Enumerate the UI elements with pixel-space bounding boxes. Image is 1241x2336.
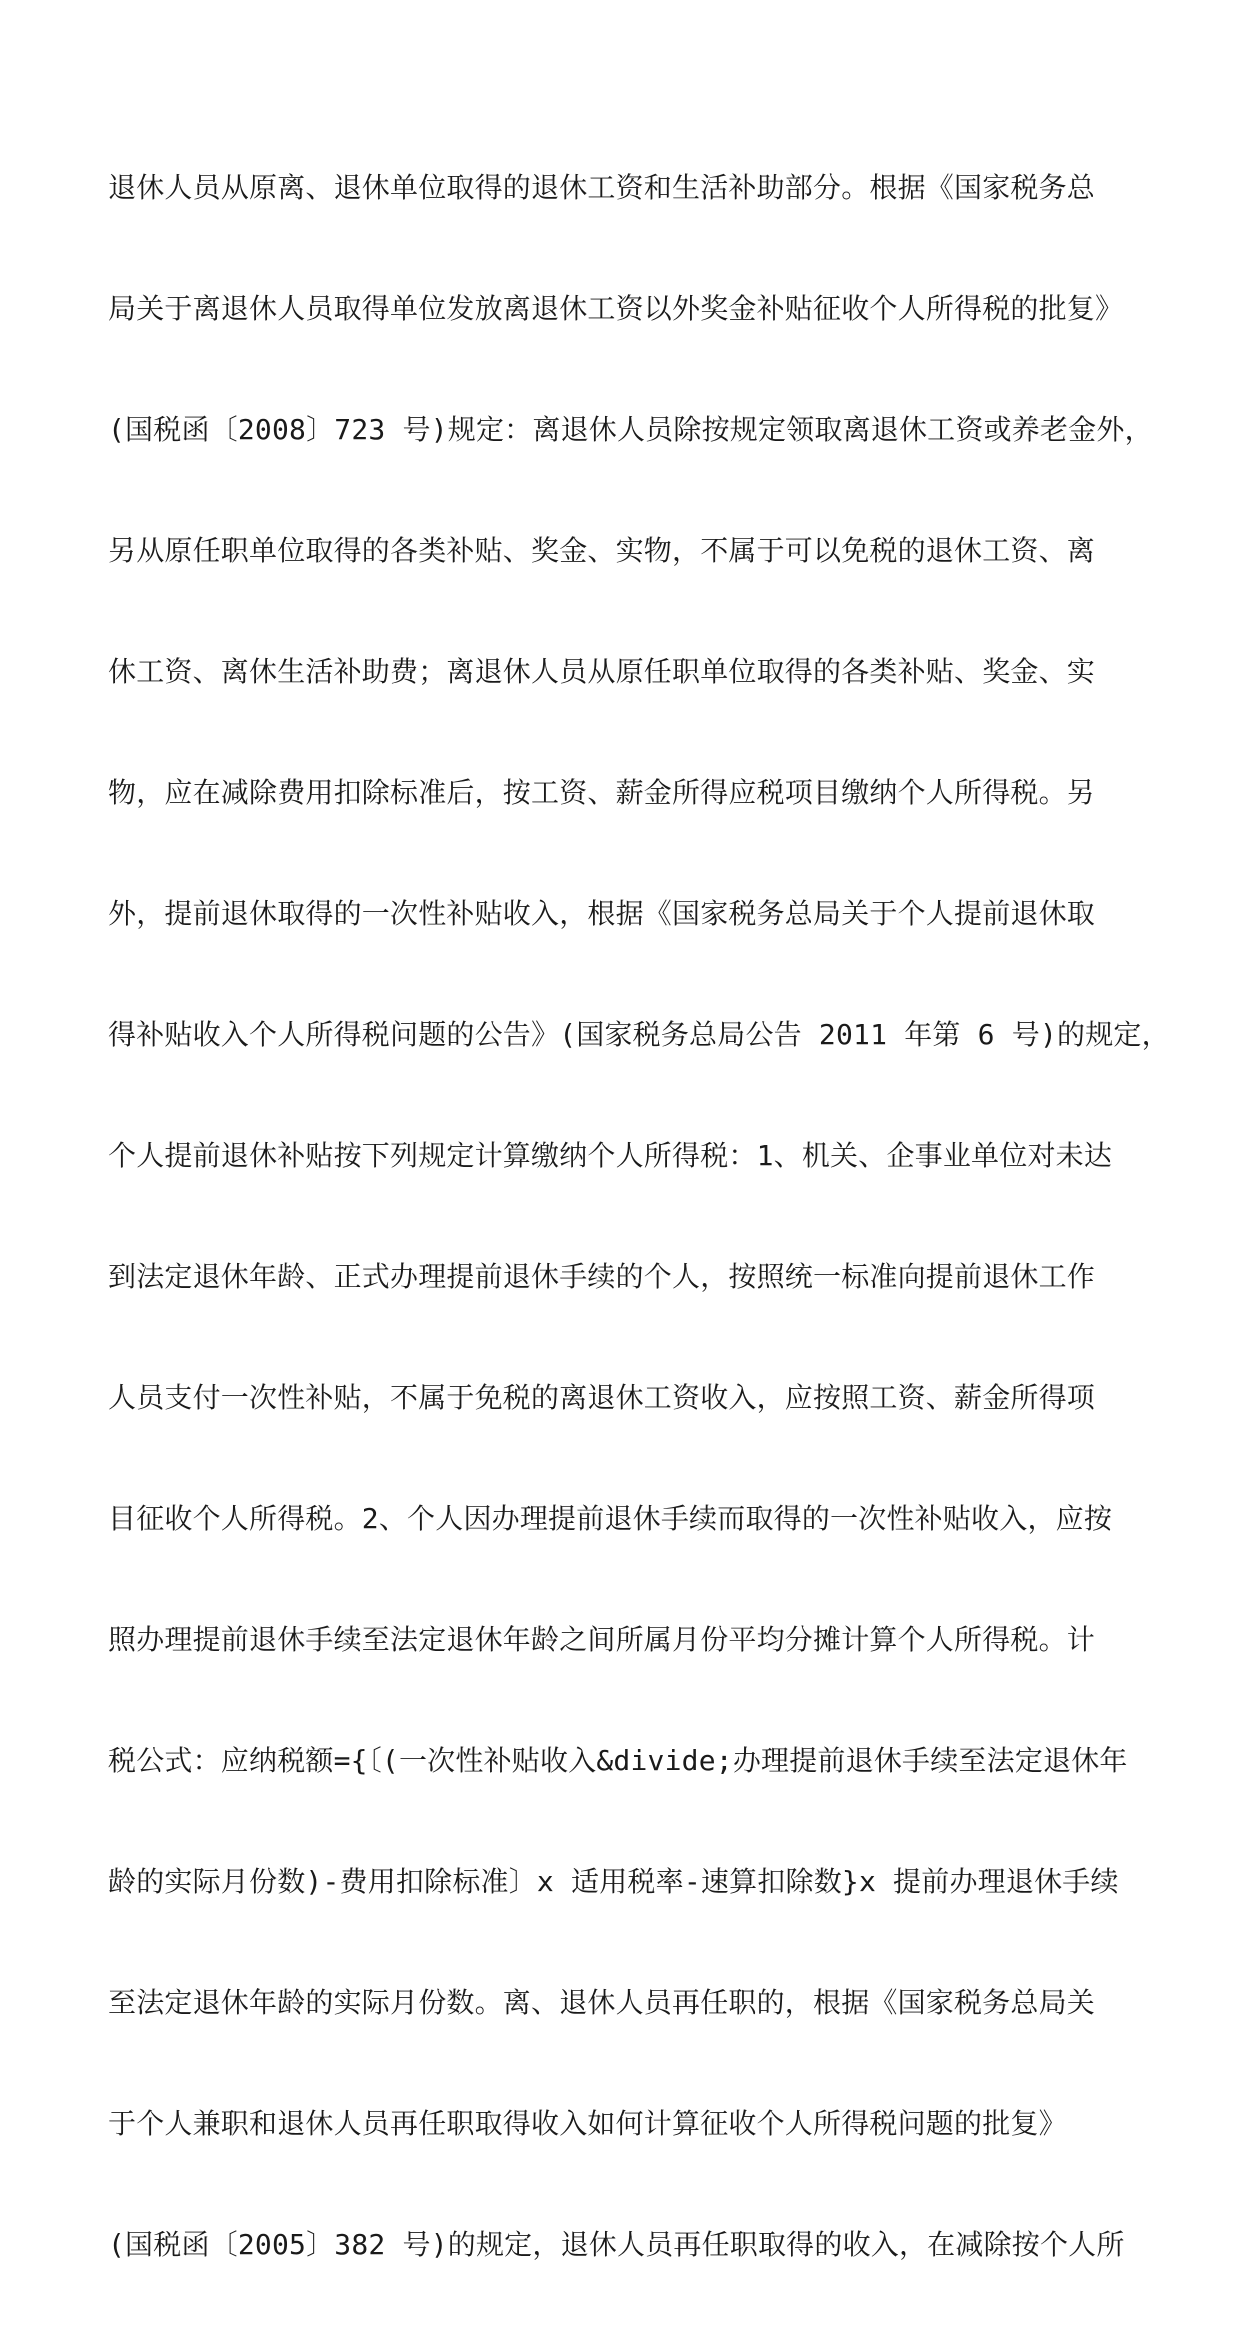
text-line: 个人提前退休补贴按下列规定计算缴纳个人所得税：1、机关、企事业单位对未达 — [108, 1139, 1113, 1172]
text-line: 人员支付一次性补贴，不属于免税的离退休工资收入，应按照工资、薪金所得项 — [108, 1381, 1096, 1414]
text-line: 照办理提前退休手续至法定退休年龄之间所属月份平均分摊计算个人所得税。计 — [108, 1623, 1096, 1656]
text-line: 得补贴收入个人所得税问题的公告》(国家税务总局公告 2011 年第 6 号)的规定， — [108, 1018, 1170, 1051]
text-line: 退休人员从原离、退休单位取得的退休工资和生活补助部分。根据《国家税务总 — [108, 171, 1096, 204]
text-line: (国税函〔2008〕723 号)规定：离退休人员除按规定领取离退休工资或养老金外， — [108, 413, 1153, 446]
text-line: 税公式：应纳税额={〔(一次性补贴收入&divide;办理提前退休手续至法定退休年 — [108, 1744, 1128, 1777]
text-line: 另从原任职单位取得的各类补贴、奖金、实物，不属于可以免税的退休工资、离 — [108, 534, 1096, 567]
text-line: 休工资、离休生活补助费；离退休人员从原任职单位取得的各类补贴、奖金、实 — [108, 655, 1096, 688]
text-line: 局关于离退休人员取得单位发放离退休工资以外奖金补贴征收个人所得税的批复》 — [108, 292, 1124, 325]
text-line: 外，提前退休取得的一次性补贴收入，根据《国家税务总局关于个人提前退休取 — [108, 897, 1096, 930]
text-line: 到法定退休年龄、正式办理提前退休手续的个人，按照统一标准向提前退休工作 — [108, 1260, 1096, 1293]
text-line: 目征收个人所得税。2、个人因办理提前退休手续而取得的一次性补贴收入，应按 — [108, 1502, 1113, 1535]
text-line: 至法定退休年龄的实际月份数。离、退休人员再任职的，根据《国家税务总局关 — [108, 1986, 1096, 2019]
text-line: 龄的实际月份数)-费用扣除标准〕x 适用税率-速算扣除数}x 提前办理退休手续 — [108, 1865, 1119, 1898]
text-line: (国税函〔2005〕382 号)的规定，退休人员再任职取得的收入，在减除按个人所 — [108, 2228, 1125, 2261]
text-line: 物，应在减除费用扣除标准后，按工资、薪金所得应税项目缴纳个人所得税。另 — [108, 776, 1096, 809]
text-line: 于个人兼职和退休人员再任职取得收入如何计算征收个人所得税问题的批复》 — [108, 2107, 1067, 2140]
body-text — [108, 158, 1170, 2336]
